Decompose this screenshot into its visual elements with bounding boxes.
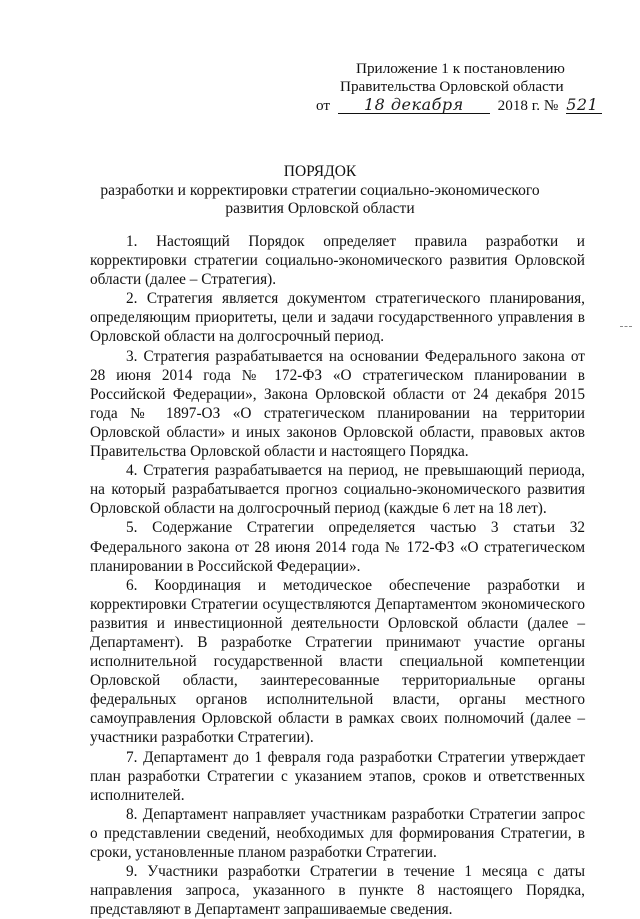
document-body	[90, 232, 585, 919]
handwritten-number: 521	[566, 96, 602, 114]
appendix-date-line	[316, 96, 606, 115]
paragraph-4: 4. Стратегия разрабатывается на период, не превышающий периода, на который разрабатывается прогноз социально-экономического развития Орловской области на долгосрочный период (каждые 6 лет на 18 лет).	[90, 462, 585, 518]
appendix-line-1: Приложение 1 к постановлению	[356, 60, 565, 77]
paragraph-8: 8. Департамент направляет участникам разработки Стратегии запрос о представлении сведений, необходимых для формирования Стратегии, в сроки, установленные планом разработки Стратегии.	[90, 805, 585, 861]
scan-edge-mark	[620, 326, 632, 328]
paragraph-9: 9. Участники разработки Стратегии в течение 1 месяца с даты направления запроса, указанного в пункте 8 настоящего Порядка, представляют в Департамент запрашиваемые сведения.	[90, 863, 585, 919]
paragraph-1: 1. Настоящий Порядок определяет правила разработки и корректировки стратегии социально-экономического развития Орловской области (далее – Стратегия).	[90, 233, 585, 289]
document-title	[90, 163, 550, 219]
paragraph-2: 2. Стратегия является документом стратегического планирования, определяющим приоритеты, цели и задачи государственного управления в Орловской области на долгосрочный период.	[90, 290, 585, 346]
handwritten-date: 18 декабря	[338, 96, 490, 114]
paragraph-6: 6. Координация и методическое обеспечение разработки и корректировки Стратегии осуществляются Департаментом экономического развития и инвестиционной деятельности Орловской области (далее – Департамент). В разработке Стратегии принимают участие органы исполнительной государственной власти специальной компетенции Орловской области, заинтересованные территориальные органы федеральных органов исполнительной власти, органы местного самоуправления Орловской области в рамках своих полномочий (далее – участники разработки Стратегии).	[90, 576, 585, 747]
date-prefix: от	[316, 97, 331, 114]
appendix-line-2: Правительства Орловской области	[340, 78, 564, 95]
year-number-label: 2018 г. №	[497, 97, 559, 114]
paragraph-5: 5. Содержание Стратегии определяется частью 3 статьи 32 Федерального закона от 28 июня 2014 года № 172-ФЗ «О стратегическом планировании в Российской Федерации».	[90, 519, 585, 575]
title-subtitle: разработки и корректировки стратегии социально-экономического развития Орловской области	[100, 181, 540, 217]
paragraph-3: 3. Стратегия разрабатывается на основании Федерального закона от 28 июня 2014 года № 172-ФЗ «О стратегическом планировании в Российской Федерации», Закона Орловской области от 24 декабря 2015 года № 1897-ОЗ «О стратегическом планировании на территории Орловской области» и иных законов Орловской области, правовых актов Правительства Орловской области и настоящего Порядка.	[90, 347, 585, 461]
title-heading: ПОРЯДОК	[283, 163, 357, 180]
appendix-header	[316, 60, 606, 115]
paragraph-7: 7. Департамент до 1 февраля года разработки Стратегии утверждает план разработки Стратегии с указанием этапов, сроков и ответственных исполнителей.	[90, 748, 585, 804]
